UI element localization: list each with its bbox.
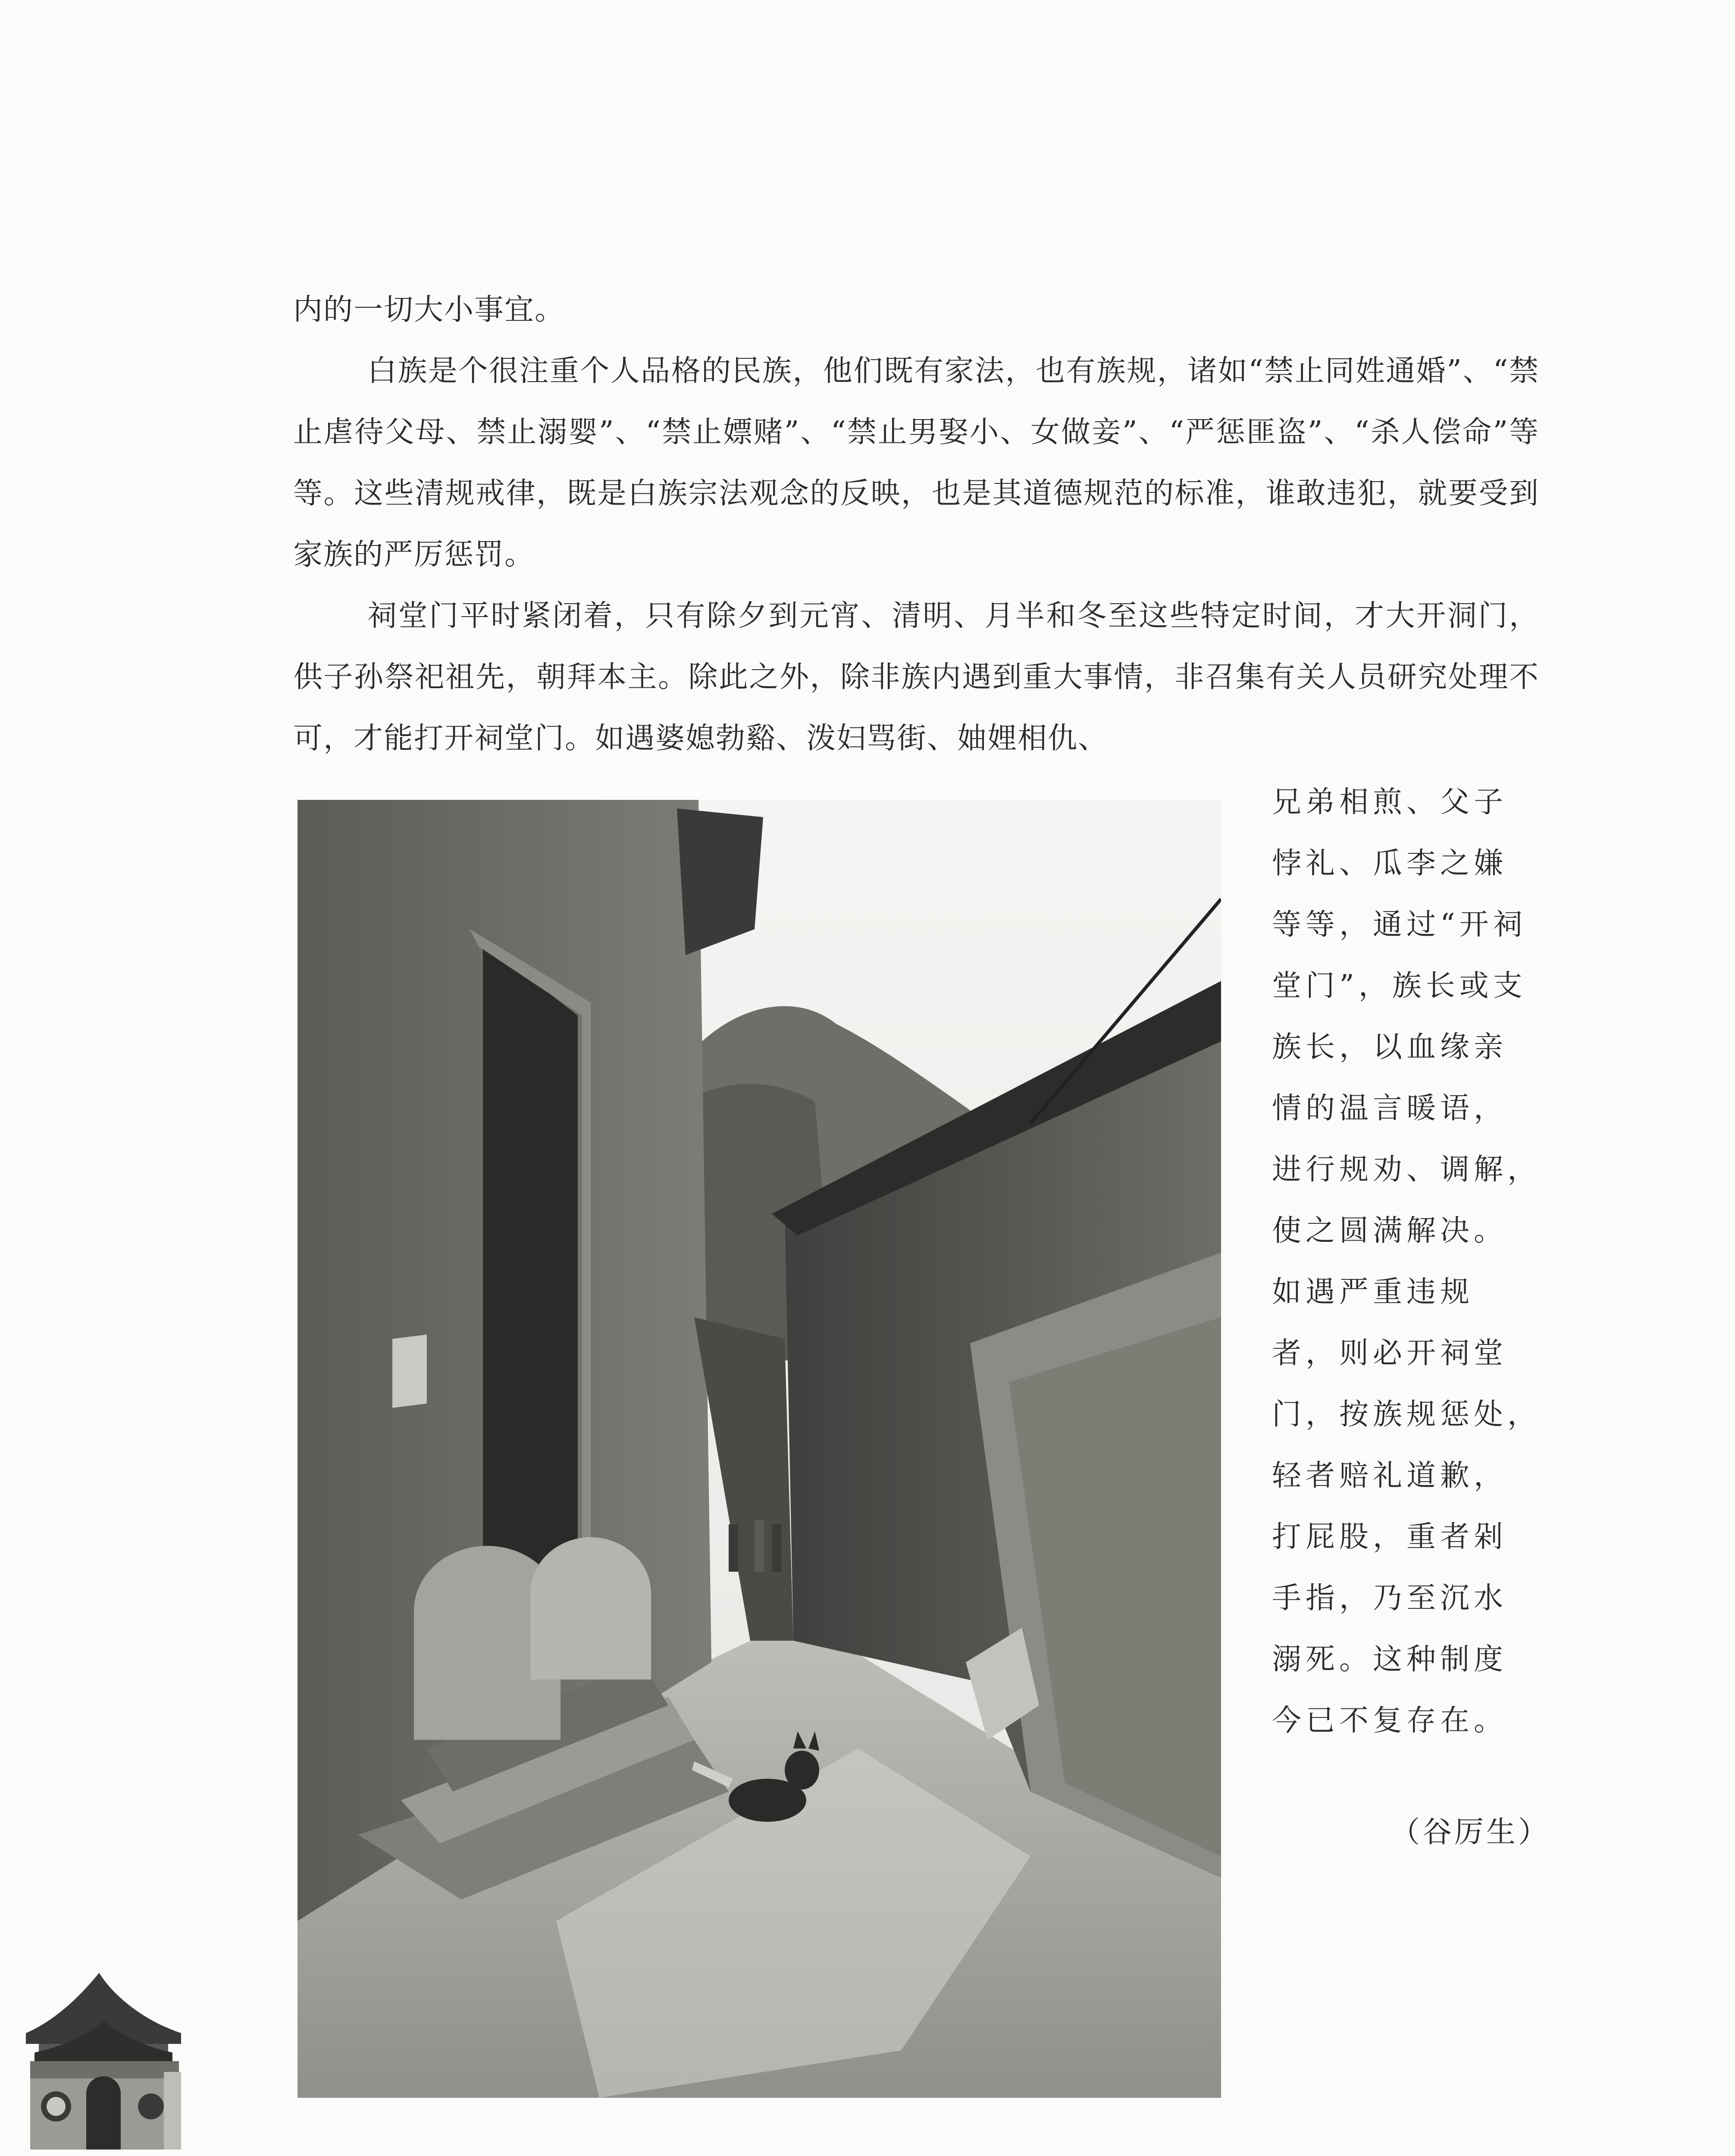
side-line: 轻者赔礼道歉， bbox=[1272, 1459, 1508, 1493]
paragraph-clan-rules: 白族是个很注重个人品格的民族，他们既有家法，也有族规，诸如“禁止同姓通婚”、“禁止虐待父母、禁止溺婴”、“禁止嫖赌”、“禁止男娶小、女做妾”、“严惩匪盗”、“杀人偿命”等等。这些清规戒律，既是白族宗法观念的反映，也是其道德规范的标准，谁敢违犯，就要受到家族的严厉惩罚。 bbox=[293, 354, 1539, 572]
side-line: 门，按族规惩处， bbox=[1272, 1398, 1541, 1432]
side-line: 打屁股，重者剁 bbox=[1272, 1520, 1508, 1554]
body-text bbox=[293, 279, 1539, 769]
side-line: 手指，乃至沉水 bbox=[1272, 1581, 1508, 1615]
side-line: 族长，以血缘亲 bbox=[1272, 1030, 1508, 1064]
paragraph-continuation: 内的一切大小事宜。 bbox=[293, 293, 565, 327]
village-alley-photo bbox=[298, 800, 1221, 2098]
paragraph-ancestral-hall: 祠堂门平时紧闭着，只有除夕到元宵、清明、月半和冬至这些特定时间，才大开洞门，供子孙祭祀祖先，朝拜本主。除此之外，除非族内遇到重大事情，非召集有关人员研究处理不可，才能打开祠堂门。如遇婆媳勃谿、泼妇骂街、妯娌相仇、 bbox=[293, 599, 1539, 755]
author-credit: （谷厉生） bbox=[1391, 1815, 1550, 1849]
side-line: 使之圆满解决。 bbox=[1272, 1214, 1508, 1248]
side-line: 溺死。这种制度 bbox=[1272, 1642, 1508, 1677]
side-line: 堂门”，族长或支 bbox=[1272, 969, 1527, 1003]
side-line: 进行规劝、调解， bbox=[1272, 1153, 1541, 1187]
temple-icon bbox=[22, 1968, 183, 2150]
temple-emblem-icon bbox=[22, 1968, 183, 2150]
side-column-text bbox=[1272, 772, 1539, 1752]
side-line: 如遇严重违规 bbox=[1272, 1275, 1474, 1309]
side-line: 者，则必开祠堂 bbox=[1272, 1336, 1508, 1370]
book-title bbox=[34, 2152, 174, 2156]
side-line: 等等，通过“开祠 bbox=[1272, 908, 1527, 942]
side-line: 今已不复存在。 bbox=[1272, 1704, 1508, 1738]
side-line: 悖礼、瓜李之嫌 bbox=[1272, 846, 1508, 881]
side-line: 兄弟相煎、父子 bbox=[1272, 785, 1508, 819]
side-line: 情的温言暖语， bbox=[1272, 1091, 1508, 1125]
photo-image bbox=[298, 800, 1221, 2098]
